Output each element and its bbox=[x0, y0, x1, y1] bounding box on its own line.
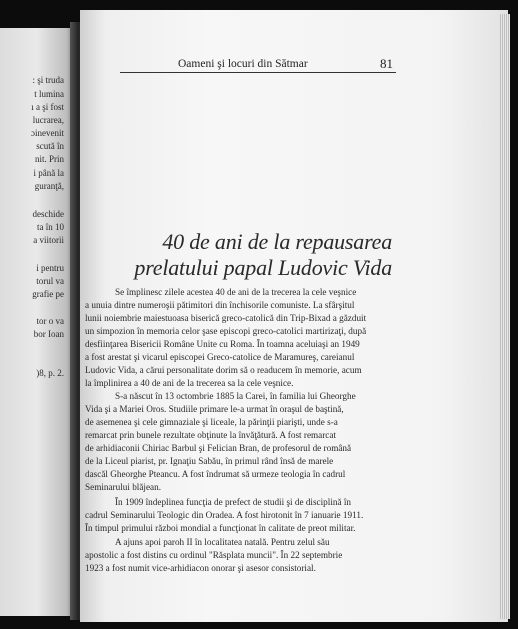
left-page-line: nit. Prin bbox=[34, 154, 64, 164]
left-page-line: : şi truda bbox=[32, 75, 64, 85]
body-line: de arhidiaconii Chiriac Barbul şi Felician Bran, de profesorul de română bbox=[85, 443, 352, 453]
page-edges bbox=[500, 14, 510, 619]
body-line: a fost arestat şi vicarul episcopei Greco-catolice de Maramureş, careianul bbox=[85, 352, 355, 362]
body-line: În 1909 îndeplinea funcţia de prefect de studii şi de disciplină în bbox=[115, 497, 351, 507]
left-page-line: scută în bbox=[36, 141, 64, 151]
left-page-line: torul va bbox=[36, 276, 64, 286]
body-line: de asemenea şi cele gimnaziale şi liceale, la părinţii piarişti, unde s-a bbox=[85, 417, 338, 427]
left-page-line: )8, p. 2. bbox=[36, 368, 64, 378]
body-line: 1923 a fost numit vice-arhidiacon onorar şi asesor consistorial. bbox=[85, 563, 316, 573]
running-head-title: Oameni şi locuri din Sătmar bbox=[178, 58, 308, 70]
page-number: 81 bbox=[380, 56, 393, 71]
body-line: la împlinirea a 40 de ani de la trecerea sa la cele veşnice. bbox=[85, 378, 294, 388]
article-title-line-1: 40 de ani de la repausarea bbox=[162, 229, 392, 254]
left-page-line: ta în 10 bbox=[37, 222, 64, 232]
left-page-line: lucrarea, bbox=[32, 115, 64, 125]
left-page-line: a viitorii bbox=[33, 235, 64, 245]
left-page bbox=[0, 28, 74, 616]
body-line: În timpul primului război mondial a funcţionat în calitate de preot militar. bbox=[85, 523, 356, 533]
body-line: A ajuns apoi paroh II în localitatea natală. Pentru zelul său bbox=[115, 537, 330, 547]
body-line: Ludovic Vida, a cărui personalitate dorim să o readucem în memorie, acum bbox=[85, 365, 362, 375]
body-line: apostolic a fost distins cu ordinul "Răsplata muncii". În 22 septembrie bbox=[85, 550, 343, 560]
body-line: desfiinţarea Bisericii Române Unite cu Roma. În toamna aceluiaşi an 1949 bbox=[85, 339, 360, 349]
left-page-line: ɔinevenit bbox=[31, 128, 64, 138]
left-page-line: bor Ioan bbox=[33, 329, 64, 339]
left-page-line: ı a şi fost bbox=[31, 102, 64, 112]
body-line: lunii noiembrie maiestuoasa biserică greco-catolică din Trip-Bixad a găzduit bbox=[85, 313, 367, 323]
left-page-line: i până la bbox=[33, 168, 64, 178]
left-page-line: guranţă, bbox=[34, 181, 64, 191]
body-line: cadrul Seminarului Teologic din Oradea. A fost hirotonit în 7 ianuarie 1911. bbox=[85, 510, 364, 520]
body-line: Vida şi a Mariei Oros. Studiile primare le-a urmat în oraşul de baştină, bbox=[85, 404, 344, 414]
left-page-line: tor o va bbox=[36, 316, 64, 326]
header-rule bbox=[120, 72, 396, 73]
body-line: remarcat prin bunele rezultate obţinute la învăţătură. A fost remarcat bbox=[85, 430, 337, 440]
article-title-line-2: prelatului papal Ludovic Vida bbox=[134, 255, 392, 280]
left-page-line: grafie pe bbox=[32, 289, 64, 299]
body-line: dascăl Gheorghe Pteancu. A fost îndrumat să urmeze teologia în cadrul bbox=[85, 469, 346, 479]
left-page-line: t lumina bbox=[34, 89, 64, 99]
left-page-line: deschide bbox=[32, 209, 64, 219]
body-line: Seminarului blăjean. bbox=[85, 482, 162, 492]
body-line: Se împlinesc zilele acestea 40 de ani de la trecerea la cele veşnice bbox=[115, 287, 357, 297]
body-line: de la Liceul piarist, pr. Ignaţiu Sabău, în primul rând însă de marele bbox=[85, 456, 334, 466]
body-line: S-a născut în 13 octombrie 1885 la Carei, în familia lui Gheorghe bbox=[115, 391, 356, 401]
left-page-line: i pentru bbox=[36, 263, 64, 273]
body-line: a unuia dintre numeroşii pătimitori din închisorile comuniste. La sfârşitul bbox=[85, 300, 355, 310]
body-line: un simpozion în memoria celor şase episcopi greco-catolici martirizaţi, după bbox=[85, 326, 367, 336]
